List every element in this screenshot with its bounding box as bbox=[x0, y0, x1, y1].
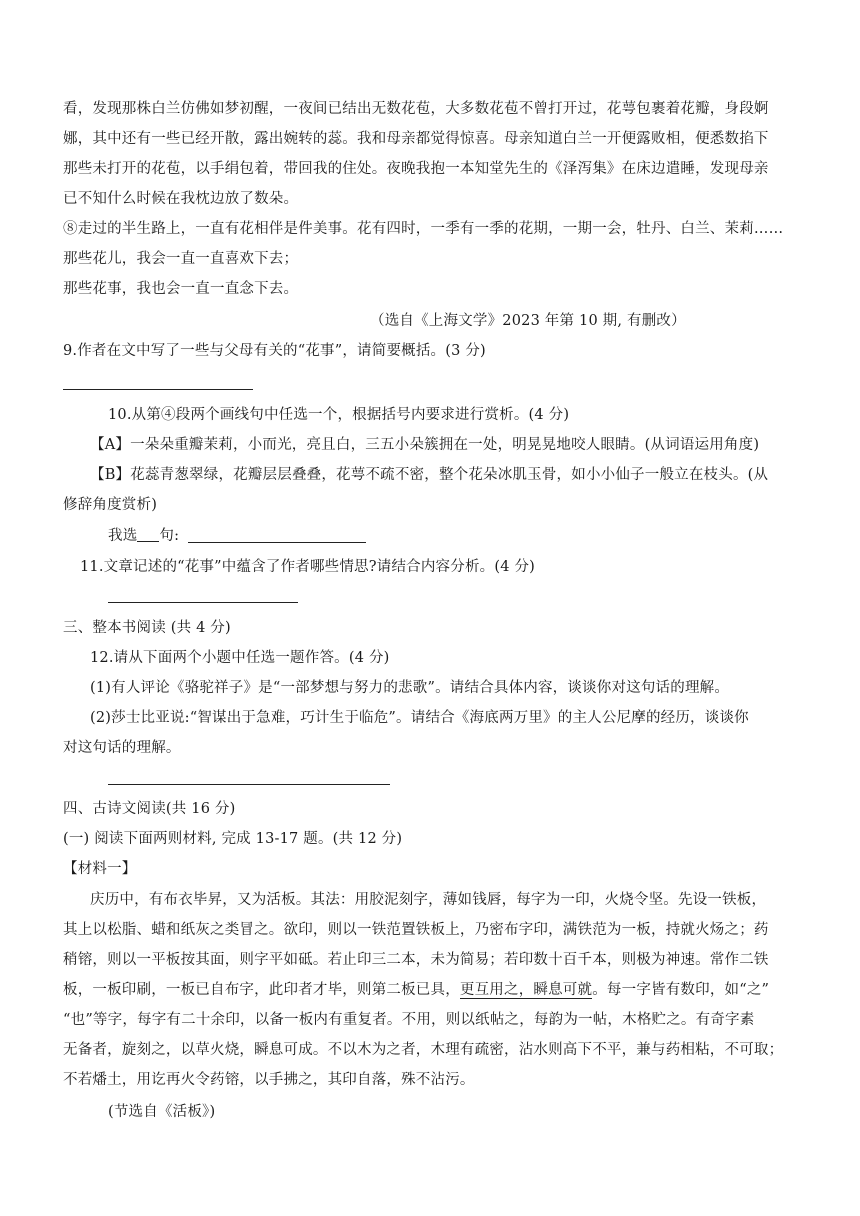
passage-line: 那些花儿，我会一直一直喜欢下去； bbox=[63, 251, 299, 267]
question-11: 11.文章记述的“花事”中蕴含了作者哪些情思?请结合内容分析。(4 分) bbox=[80, 559, 536, 575]
answer-blank-12[interactable] bbox=[108, 784, 390, 785]
passage-line: 看，发现那株白兰仿佛如梦初醒，一夜间已结出无数花苞，大多数花苞不曾打开过，花萼包裹着花瓣，身段婀 bbox=[63, 101, 769, 117]
section-3-title: 三、整本书阅读 (共 4 分) bbox=[63, 620, 231, 636]
material-1-line bbox=[63, 980, 803, 1000]
passage-source: （选自《上海文学》2023 年第 10 期, 有删改） bbox=[370, 313, 686, 329]
answer-prefix: 我选 bbox=[108, 528, 138, 544]
material-1-line: 其上以松脂、蜡和纸灰之类冒之。欲印，则以一铁范置铁板上，乃密布字印，满铁范为一板，持就火炀之；药 bbox=[63, 922, 769, 938]
option-choice-blank[interactable] bbox=[137, 527, 159, 542]
underlined-phrase: 更互用之，瞬息可就 bbox=[459, 982, 593, 998]
question-10-answer-line bbox=[108, 526, 848, 546]
material-1-line: “也”等字，每字有二十余印，以备一板内有重复者。不用，则以纸帖之，每韵为一帖，木格贮之。有奇字素 bbox=[63, 1012, 755, 1028]
material-1-label: 【材料一】 bbox=[63, 861, 137, 877]
material-1-line: 稍镕，则以一平板按其面，则字平如砥。若止印三二本，未为简易；若印数十百千本，则极为神速。常作二铁 bbox=[63, 952, 769, 968]
material-1-line: 庆历中，有布衣毕昇，又为活板。其法：用胶泥刻字，薄如钱唇，每字为一印，火烧令坚。先设一铁板， bbox=[90, 892, 767, 908]
passage-line: ⑧走过的半生路上，一直有花相伴是件美事。花有四时，一季有一季的花期，一期一会，牡丹、白兰、茉莉…… bbox=[63, 221, 784, 237]
answer-blank-11[interactable] bbox=[108, 602, 298, 603]
material-1-text: 板，一板印刷，一板已自布字，此印者才毕，则第二板已具， bbox=[63, 982, 460, 998]
answer-mid: 句: bbox=[159, 528, 180, 544]
question-12-2: (2)莎士比亚说:“智谋出于急难，巧计生于临危”。请结合《海底两万里》的主人公尼摩的经历，谈谈你 bbox=[90, 710, 749, 726]
passage-line: 那些花事，我也会一直一直念下去。 bbox=[63, 281, 299, 297]
section-4-title: 四、古诗文阅读(共 16 分) bbox=[63, 801, 236, 817]
passage-line: 娜，其中还有一些已经开散，露出婉转的蕊。我和母亲都觉得惊喜。母亲知道白兰一开便露败相，便悉数掐下 bbox=[63, 131, 769, 147]
material-1-source: (节选自《活板》) bbox=[108, 1104, 216, 1120]
question-12-1: (1)有人评论《骆驼祥子》是“一部梦想与努力的悲歌”。请结合具体内容，谈谈你对这句话的理解。 bbox=[90, 680, 730, 696]
section-4-sub1: (一) 阅读下面两则材料, 完成 13-17 题。(共 12 分) bbox=[63, 831, 403, 847]
question-12-2-cont: 对这句话的理解。 bbox=[63, 740, 181, 756]
question-10: 10.从第④段两个画线句中任选一个，根据括号内要求进行赏析。(4 分) bbox=[108, 407, 570, 423]
answer-blank-10[interactable] bbox=[188, 542, 366, 543]
material-1-text: 。每一字皆有数印，如“之” bbox=[592, 982, 770, 998]
question-10-option-a: 【A】一朵朵重瓣茉莉，小而光，亮且白，三五小朵簇拥在一处，明晃晃地咬人眼睛。(从词语运用角度) bbox=[90, 437, 760, 453]
material-1-line: 不若燔土，用讫再火令药镕，以手拂之，其印自落，殊不沾污。 bbox=[63, 1072, 475, 1088]
material-1-line: 无备者，旋刻之，以草火烧，瞬息可成。不以木为之者，木理有疏密，沾水则高下不平，兼与药相粘，不可取； bbox=[63, 1042, 784, 1058]
question-9: 9.作者在文中写了一些与父母有关的“花事”，请简要概括。(3 分) bbox=[63, 343, 486, 359]
question-12: 12.请从下面两个小题中任选一题作答。(4 分) bbox=[90, 650, 390, 666]
question-10-option-b: 【B】花蕊青葱翠绿，花瓣层层叠叠，花萼不疏不密，整个花朵冰肌玉骨，如小小仙子一般立在枝头。(从 bbox=[90, 467, 769, 483]
question-10-option-b-cont: 修辞角度赏析) bbox=[63, 497, 158, 513]
passage-line: 那些未打开的花苞，以手绢包着，带回我的住处。夜晚我抱一本知堂先生的《泽泻集》在床边遣睡，发现母亲 bbox=[63, 161, 769, 177]
answer-blank-9[interactable] bbox=[63, 389, 253, 390]
passage-line: 已不知什么时候在我枕边放了数朵。 bbox=[63, 191, 299, 207]
